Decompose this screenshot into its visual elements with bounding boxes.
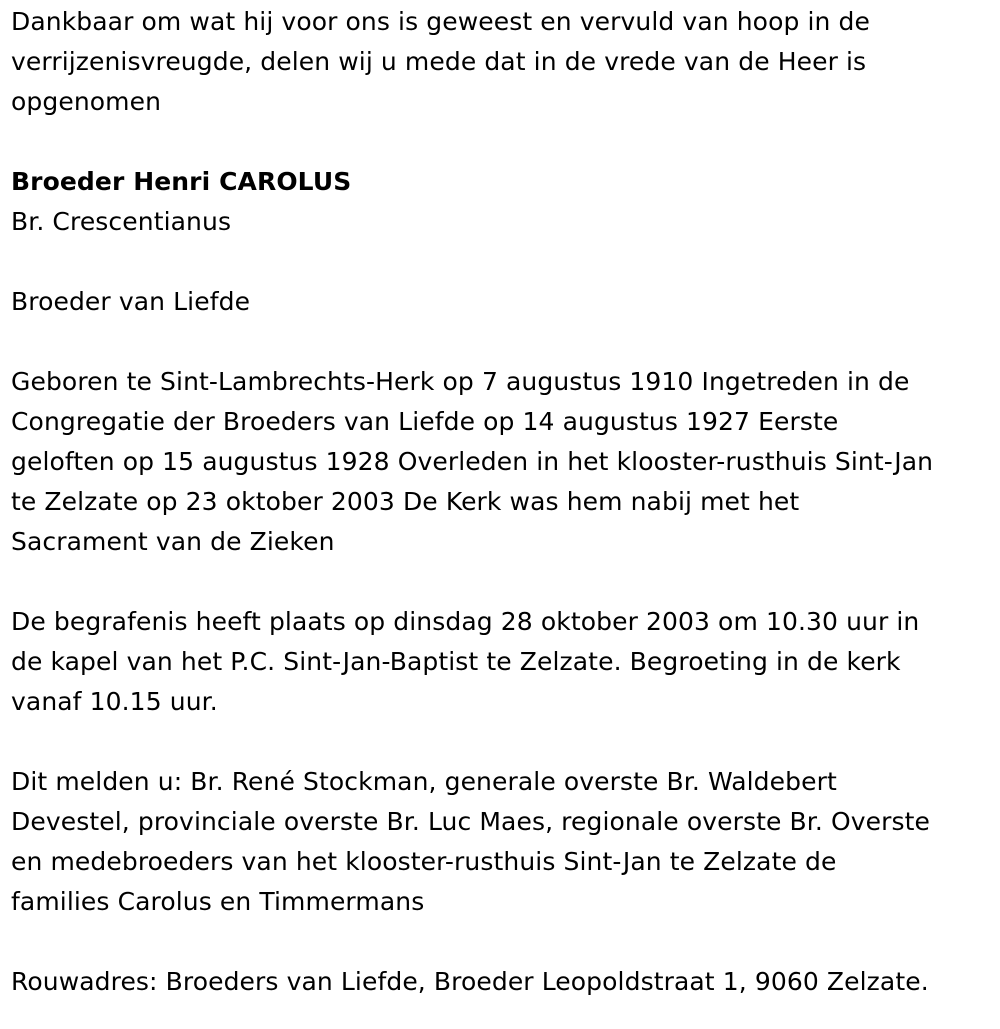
funeral-line: vanaf 10.15 uur. — [11, 687, 218, 716]
religious-name: Br. Crescentianus — [11, 207, 232, 236]
intro-line: verrijzenisvreugde, delen wij u mede dat in de vrede van de Heer is — [11, 47, 867, 76]
biography-line: geloften op 15 augustus 1928 Overleden in het klooster-rusthuis Sint-Jan — [11, 447, 934, 476]
funeral-line: de kapel van het P.C. Sint-Jan-Baptist te Zelzate. Begroeting in de kerk — [11, 647, 901, 676]
announcers-line: Dit melden u: Br. René Stockman, generale overste Br. Waldebert — [11, 767, 837, 796]
biography-line: Sacrament van de Zieken — [11, 527, 335, 556]
congregation: Broeder van Liefde — [11, 287, 251, 316]
paragraph-gap — [11, 922, 986, 962]
paragraph-gap — [11, 242, 986, 282]
mourning-address: Rouwadres: Broeders van Liefde, Broeder Leopoldstraat 1, 9060 Zelzate. — [11, 967, 929, 996]
announcers-paragraph — [11, 762, 986, 922]
biography-paragraph — [11, 362, 986, 562]
biography-line: te Zelzate op 23 oktober 2003 De Kerk was hem nabij met het — [11, 487, 800, 516]
paragraph-gap — [11, 122, 986, 162]
announcers-line: families Carolus en Timmermans — [11, 887, 425, 916]
paragraph-gap — [11, 722, 986, 762]
intro-paragraph — [11, 2, 986, 122]
paragraph-gap — [11, 562, 986, 602]
announcers-line: Devestel, provinciale overste Br. Luc Maes, regionale overste Br. Overste — [11, 807, 930, 836]
funeral-line: De begrafenis heeft plaats op dinsdag 28 oktober 2003 om 10.30 uur in — [11, 607, 920, 636]
deceased-name: Broeder Henri CAROLUS — [11, 167, 352, 196]
funeral-paragraph — [11, 602, 986, 722]
intro-line: opgenomen — [11, 87, 162, 116]
intro-line: Dankbaar om wat hij voor ons is geweest en vervuld van hoop in de — [11, 7, 870, 36]
biography-line: Geboren te Sint-Lambrechts-Herk op 7 augustus 1910 Ingetreden in de — [11, 367, 910, 396]
paragraph-gap — [11, 322, 986, 362]
announcers-line: en medebroeders van het klooster-rusthuis Sint-Jan te Zelzate de — [11, 847, 837, 876]
biography-line: Congregatie der Broeders van Liefde op 14 augustus 1927 Eerste — [11, 407, 839, 436]
death-notice — [11, 2, 986, 1002]
